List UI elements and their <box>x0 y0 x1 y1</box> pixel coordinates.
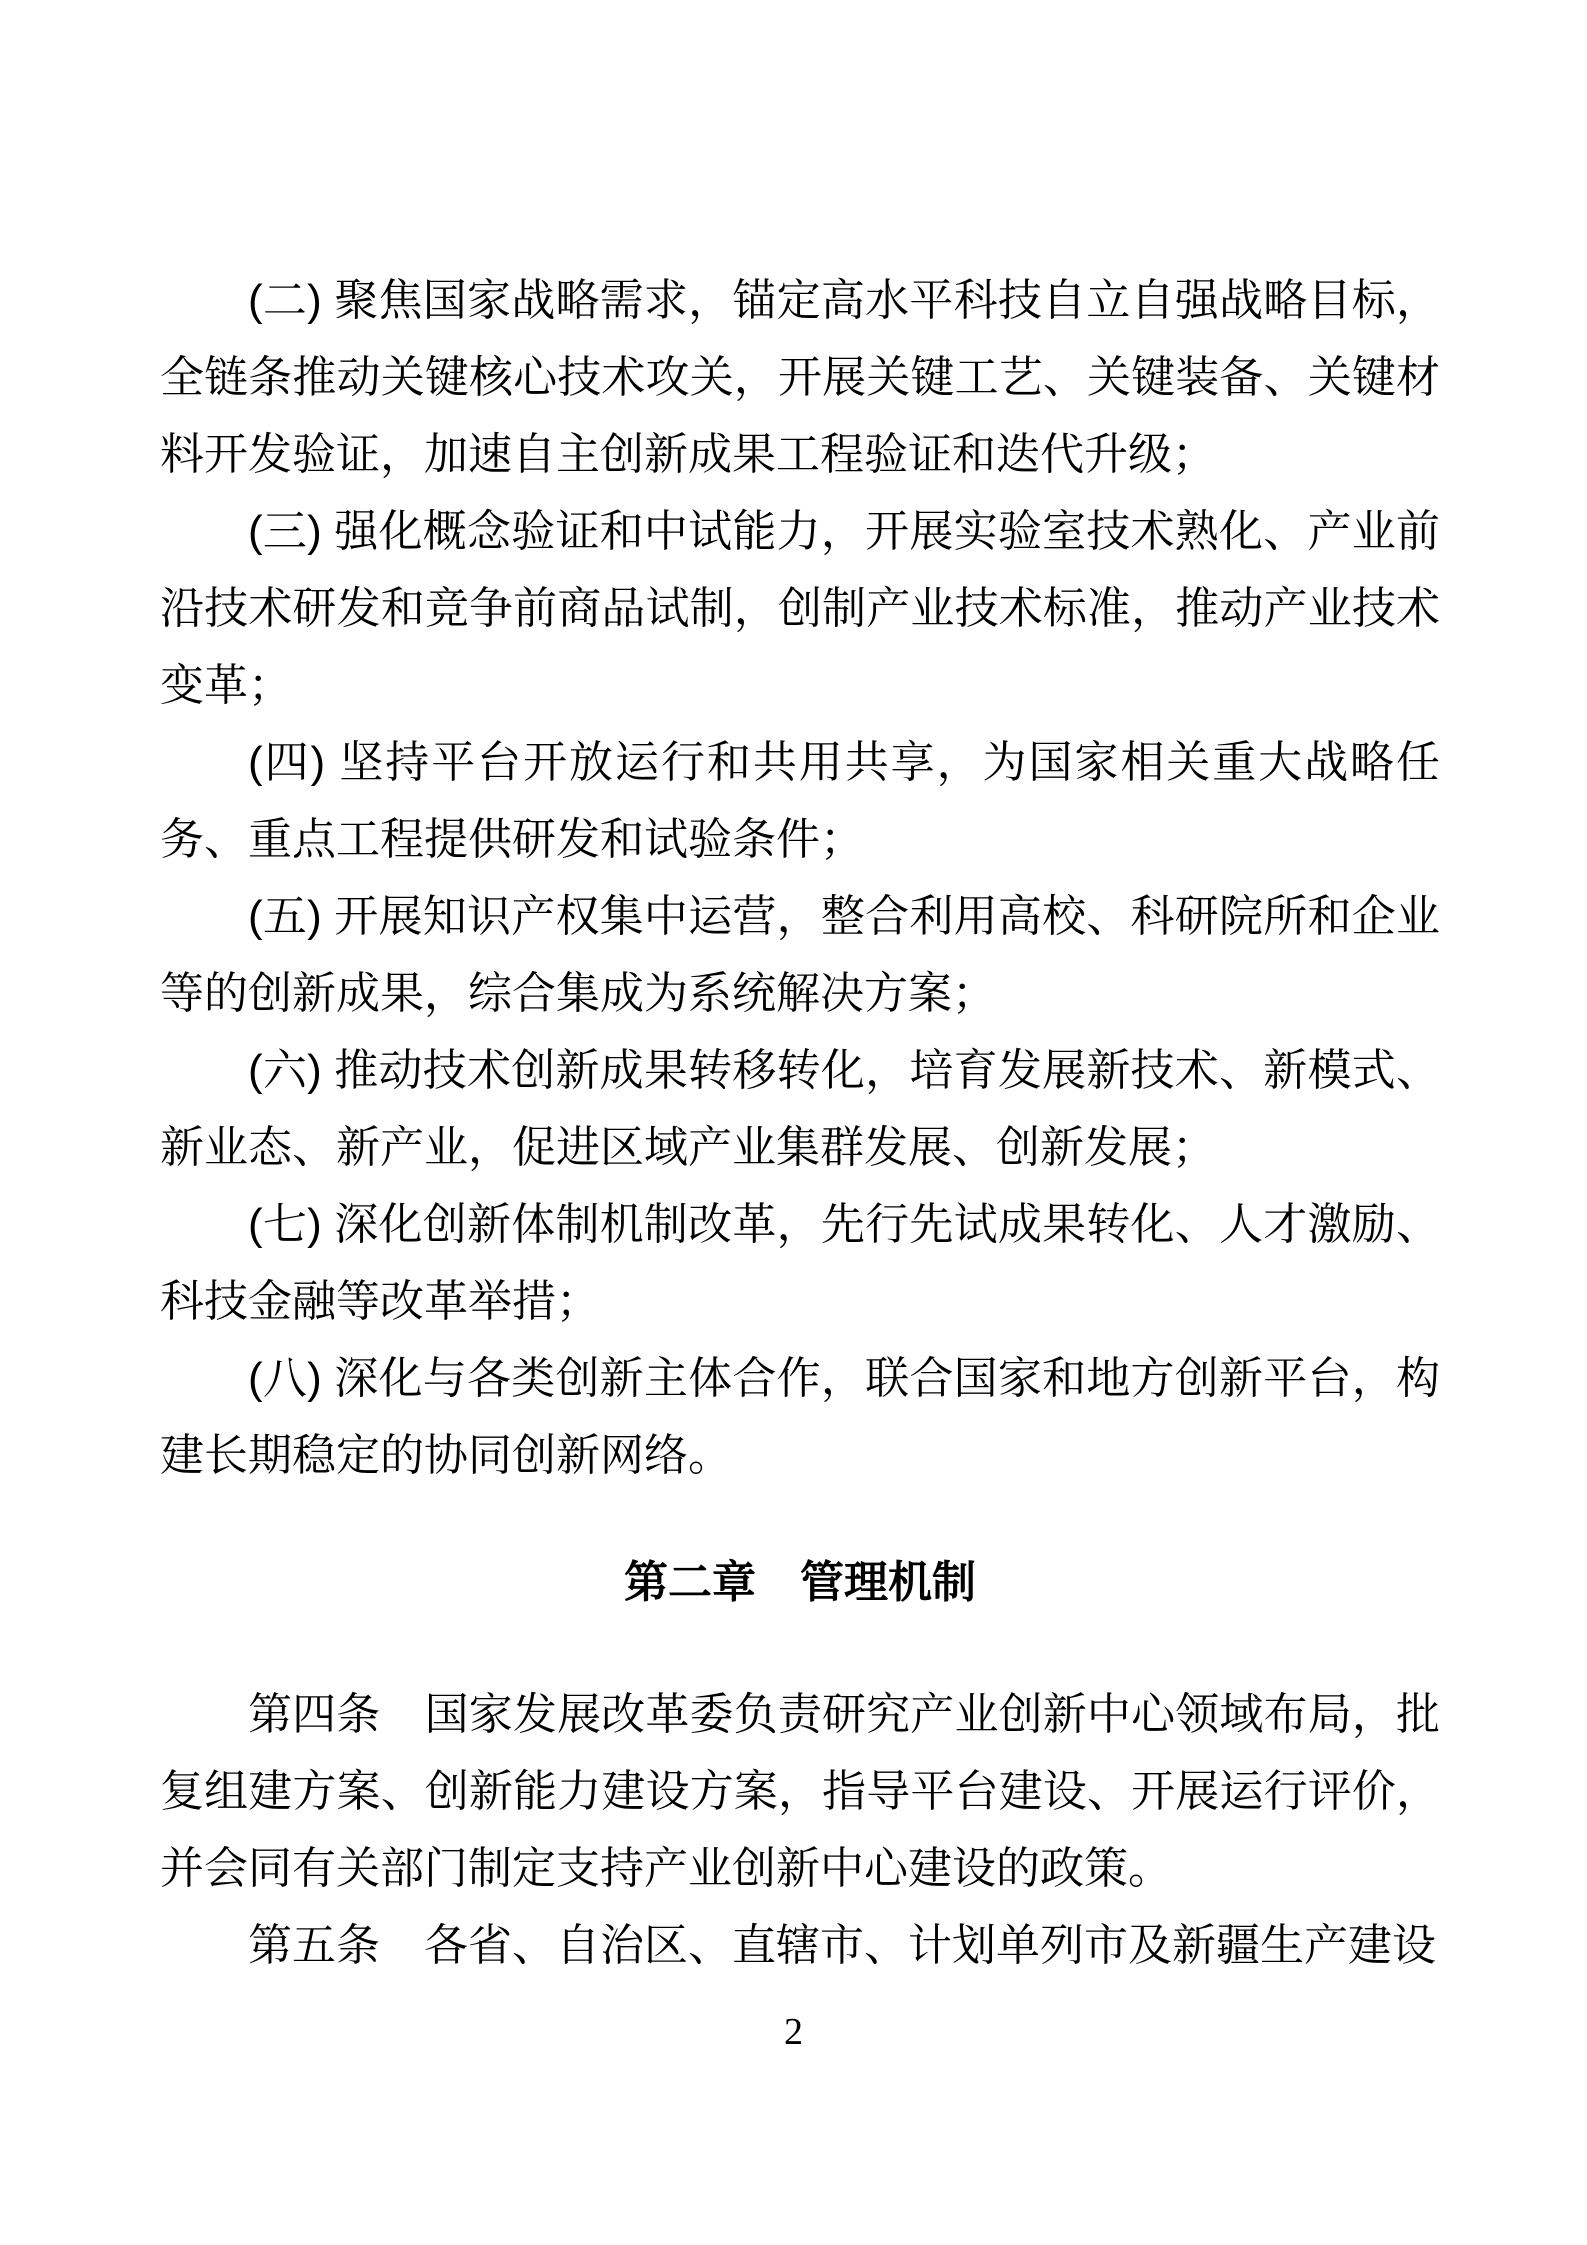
numbered-item-6: (六) 推动技术创新成果转移转化，培育发展新技术、新模式、新业态、新产业，促进区域产业集群发展、创新发展； <box>160 1046 1440 1172</box>
numbered-item-8: (八) 深化与各类创新主体合作，联合国家和地方创新平台，构建长期稳定的协同创新网络。 <box>160 1354 1440 1480</box>
numbered-item-7: (七) 深化创新体制机制改革，先行先试成果转化、人才激励、科技金融等改革举措； <box>160 1200 1440 1326</box>
article-paragraph-5: 第五条 各省、自治区、直辖市、计划单列市及新疆生产建设 <box>248 1921 1436 1970</box>
numbered-item-3: (三) 强化概念验证和中试能力，开展实验室技术熟化、产业前沿技术研发和竞争前商品试制，创制产业技术标准，推动产业技术变革； <box>160 507 1440 710</box>
numbered-item-2: (二) 聚焦国家战略需求，锚定高水平科技自立自强战略目标，全链条推动关键核心技术攻关，开展关键工艺、关键装备、关键材料开发验证，加速自主创新成果工程验证和迭代升级； <box>160 276 1440 479</box>
numbered-item-5: (五) 开展知识产权集中运营，整合利用高校、科研院所和企业等的创新成果，综合集成为系统解决方案； <box>160 892 1440 1018</box>
document-body <box>160 262 1440 1984</box>
chapter-heading: 第二章 管理机制 <box>624 1558 976 1607</box>
article-paragraph-4: 第四条 国家发展改革委负责研究产业创新中心领域布局，批复组建方案、创新能力建设方案，指导平台建设、开展运行评价，并会同有关部门制定支持产业创新中心建设的政策。 <box>160 1690 1440 1893</box>
numbered-item-4: (四) 坚持平台开放运行和共用共享，为国家相关重大战略任务、重点工程提供研发和试验条件； <box>160 738 1440 864</box>
page-number: 2 <box>784 2011 803 2053</box>
